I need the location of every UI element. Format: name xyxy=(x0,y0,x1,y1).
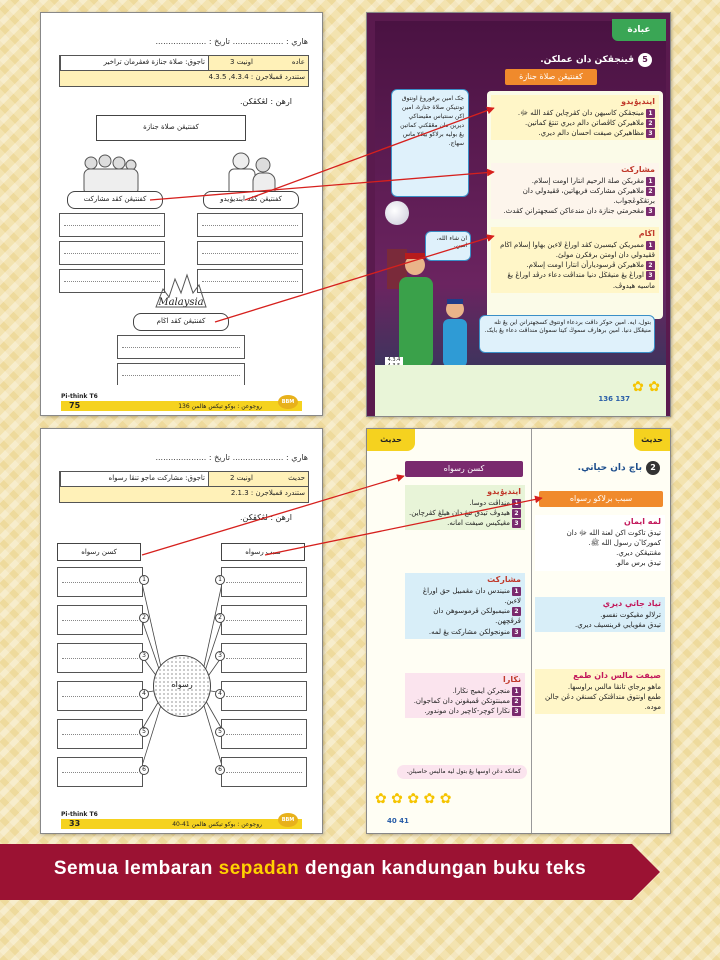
cause-section-no-identity xyxy=(535,597,665,632)
section-item: 3اوراڠ يڠ منيڠڬل دنيا منداڤت دعاء درڤد اوراڠ يڠ ماسيه هيدوڤ. xyxy=(507,271,655,290)
section-title: تياد جاتي ديري xyxy=(602,599,661,608)
section-item: ماهو برجاي تانڤا مالس براوسها. xyxy=(567,683,661,691)
main-title: کفنتيڠن صلاة جنازة xyxy=(143,123,199,131)
reference-note: روجوعن : بوكو تيکس هالمن 136 xyxy=(178,403,262,410)
section-title: نڬارا xyxy=(502,675,521,684)
publisher-logo: BBM xyxy=(278,395,298,409)
page-numbers: 136 137 xyxy=(598,395,630,403)
standard-cell: ستندرد قمبلاجرن : 4.3.4, 4.3.5 xyxy=(208,73,305,81)
number-marker: 6 xyxy=(215,765,225,775)
publisher-logo: BBM xyxy=(278,813,298,827)
worksheet-footer xyxy=(41,385,322,415)
community-bubble: کفنتيڠن کڤد مشاركت xyxy=(67,191,163,209)
section-item: 2ملاهيرکن مشاركت فريهاتين، قڤيدولي دان برتڠڬوڠجواب. xyxy=(522,187,655,206)
flowers-decoration: ✿ ✿ xyxy=(632,379,660,395)
worksheet-footer xyxy=(41,803,322,833)
number-marker: 6 xyxy=(139,765,149,775)
cause-section-lazy-greedy xyxy=(535,669,665,714)
instruction: ارهن : لڠکڤکن. xyxy=(240,513,292,522)
bottom-note: کمانکه دڠن اوسها يڠ بتول ليه ماليس حاصيلن. xyxy=(397,765,527,779)
effect-section-country xyxy=(405,673,525,718)
section-item: تيدق تاکوت اکن لعنة الله ﷻ دان کمورکاٴن رسول الله ﷺ. xyxy=(566,529,661,548)
activity-title-text: باچ دان حياتي. xyxy=(577,463,642,473)
right-ribbon: سبب برلاکو رسواه xyxy=(539,491,663,507)
section-title: اينديۏيدو xyxy=(621,97,655,106)
worksheet-page-2 xyxy=(40,428,323,834)
malaysia-stamp-text: Malaysia xyxy=(158,297,204,308)
effect-section-individual xyxy=(405,485,525,530)
textbook-page-1 xyxy=(366,12,671,417)
topic-ribbon: کفنتيڠن صلاة جنازة xyxy=(505,69,597,85)
section-item: 1منيندس دان مڠمبيل حق اوراڠ لاءين. xyxy=(422,587,521,606)
individual-bubble: کفنتيڠن کڤد اينديۏيدو xyxy=(203,191,299,209)
number-marker: 1 xyxy=(139,575,149,585)
subject-cell: عاده xyxy=(256,56,308,70)
section-item: ترلالو مڠيکوت نفسو. xyxy=(600,611,661,619)
worksheet-header xyxy=(59,55,309,87)
worksheet-page-1 xyxy=(40,12,323,416)
left-ribbon: کسن رسواه xyxy=(405,461,523,477)
number-marker: 1 xyxy=(215,575,225,585)
section-item: 3مظاهيرکن صيفت احسان دالم ديري. xyxy=(495,128,655,138)
textbook-page-2 xyxy=(366,428,671,834)
section-title: اينديۏيدو xyxy=(487,487,521,496)
activity-title xyxy=(578,461,660,475)
section-title: مشاركت xyxy=(487,575,521,584)
page-numbers: 40 41 xyxy=(387,817,409,825)
section-item: 2ملاهيرکن ڤرسوديارأن انتارا اومت إسلام. xyxy=(495,260,655,270)
topic-cell: تاجوق: مشاركت ماجو تنڤا رسواه xyxy=(60,472,208,486)
unit-cell: اونيت 2 xyxy=(208,472,256,486)
section-item: 1منداڤت دوسا. xyxy=(409,498,521,508)
speech-callout-3: بتول، ايه. امين حوکر داڤت بردعاء اونتوق کسجهترانن اين يڠ تله منيڠڬل دنيا. امين برهارڤ سموڬ کيتا سمواڽ منداڤت دعاء يڠ بايک. xyxy=(479,315,655,353)
subject-cell: حديث xyxy=(256,472,308,486)
page-number: 33 xyxy=(69,819,81,828)
caption-banner xyxy=(0,844,660,900)
center-label: رسواه xyxy=(171,680,193,689)
section-item: 3مڠيکيس صيفت امانه. xyxy=(409,518,521,528)
date-line: هاري : .................... تاريخ : .................... xyxy=(155,453,308,462)
pi-think-label: Pi-think T6 xyxy=(61,811,98,818)
effects-title-box: کسن رسواه xyxy=(57,543,141,561)
section-item: مڠنتيڠکن ديري. xyxy=(616,549,661,558)
section-item: 2هيدوڤ تيدق تنڠ دان هيلڠ کڤرچاين. xyxy=(409,508,521,518)
section-item: 1مڠربکن صلة الرحيم انتارا اومت إسلام. xyxy=(495,176,655,186)
activity-number: 2 xyxy=(646,461,660,475)
section-item: 1منجرکن ايميج نڬارا. xyxy=(409,686,521,696)
topic-cell: تاجوق: صلاة جنازة فعڤرمان تراخير xyxy=(60,56,208,70)
section-item: 2منيمبولکن ڤرموسوهن دان ڤرڤچهن. xyxy=(433,607,521,626)
unit-cell: اونيت 3 xyxy=(208,56,256,70)
page-number: 75 xyxy=(69,401,81,410)
moon-icon xyxy=(385,201,409,225)
instruction: ارهن : لڠکڤکن. xyxy=(240,97,292,106)
activity-number: 5 xyxy=(638,53,652,67)
speech-callout-2: اڽ شاء الله، امين. xyxy=(425,231,471,261)
tab-left: حديث xyxy=(367,429,415,451)
number-marker: 4 xyxy=(139,689,149,699)
number-marker: 3 xyxy=(215,651,225,661)
flowers-decoration: ✿ ✿ ✿ ✿ ✿ xyxy=(375,791,452,807)
religion-bubble: کفنتيڠن کڤد اڬام xyxy=(133,313,229,331)
bottom-band xyxy=(375,365,666,417)
section-item: 2ممبنتوتکن ڤمبڠونن دان کماجوان. xyxy=(409,696,521,706)
number-marker: 3 xyxy=(139,651,149,661)
number-marker: 2 xyxy=(139,613,149,623)
number-marker: 4 xyxy=(215,689,225,699)
father-son-illustration xyxy=(381,249,481,369)
section-title: صيفت مالس دان طمع xyxy=(573,671,661,680)
tab-right: حديث xyxy=(634,429,670,451)
section-item: تيدق مڠويايي فرينسيڤ ديري. xyxy=(575,621,661,630)
effect-section-community xyxy=(405,573,525,639)
section-religion xyxy=(491,227,659,293)
standard-box: 4.3.4 xyxy=(385,357,403,387)
section-item: 3منونجولکن مشاركت يڠ لمه. xyxy=(409,627,521,637)
causes-title-box: سبب رسواه xyxy=(221,543,305,561)
number-marker: 2 xyxy=(215,613,225,623)
section-title: لمه ايمان xyxy=(624,517,661,526)
cause-section-weak-faith xyxy=(535,515,665,571)
section-individual xyxy=(491,95,659,140)
section-item: 1ممبريکن کيسبرن کڤد اوراڠ لاءين بهاوا إسلام اڬام قڤيدولي دان اومتن برفکرن مولئ. xyxy=(500,241,655,260)
section-item: 1مينجڤکن کاسيهن دان کڤرچاين کڤد الله ﷻ. xyxy=(495,108,655,118)
activity-title xyxy=(540,53,652,67)
section-item: 3نڬارا کوچر-کاچير دان موندور. xyxy=(409,706,521,716)
section-community xyxy=(491,163,659,219)
speech-callout-1: جک امين برقوروڠ اونتوق تونتيکن صلاة جنازة، امين اکن سنتياس مڤيضاکي ديرين دان مڠڤکني کماتين يڠ بوليه برلاکو بيلا٢ ماس سهاج. xyxy=(391,89,469,197)
spine-line xyxy=(531,429,532,833)
chapter-tab: عبادة xyxy=(612,19,666,41)
section-title: اڬام xyxy=(638,229,655,238)
section-title: مشاركت xyxy=(621,165,655,174)
section-item: 2ملاهيرکن کاڤصاتن دالم ديري تنتڠ کماتين. xyxy=(495,118,655,128)
number-marker: 5 xyxy=(139,727,149,737)
section-item: 3مڠحرمتي جنازة دان مندعاکن کسجهترانن کڤدث. xyxy=(495,206,655,216)
standard-cell: ستندرد قمبلاجرن : 2.1.3 xyxy=(230,489,305,497)
date-line: هاري : .................... تاريخ : .................... xyxy=(155,37,308,46)
pi-think-label: Pi-think T6 xyxy=(61,393,98,400)
number-marker: 5 xyxy=(215,727,225,737)
caption-text: Semua lembaran sepadan dengan kandungan buku teks xyxy=(53,858,587,879)
section-item: طمع اونتوق منداڤتکن کسنڠن دڠن جالن موده. xyxy=(545,693,661,712)
section-item: تيدق برس مالو. xyxy=(615,559,661,568)
reference-note: روجوعن : بوكو تيکس هالمن 41-40 xyxy=(172,821,262,828)
activity-title-text: ڤينجڤکن دان عملکن. xyxy=(540,55,634,65)
